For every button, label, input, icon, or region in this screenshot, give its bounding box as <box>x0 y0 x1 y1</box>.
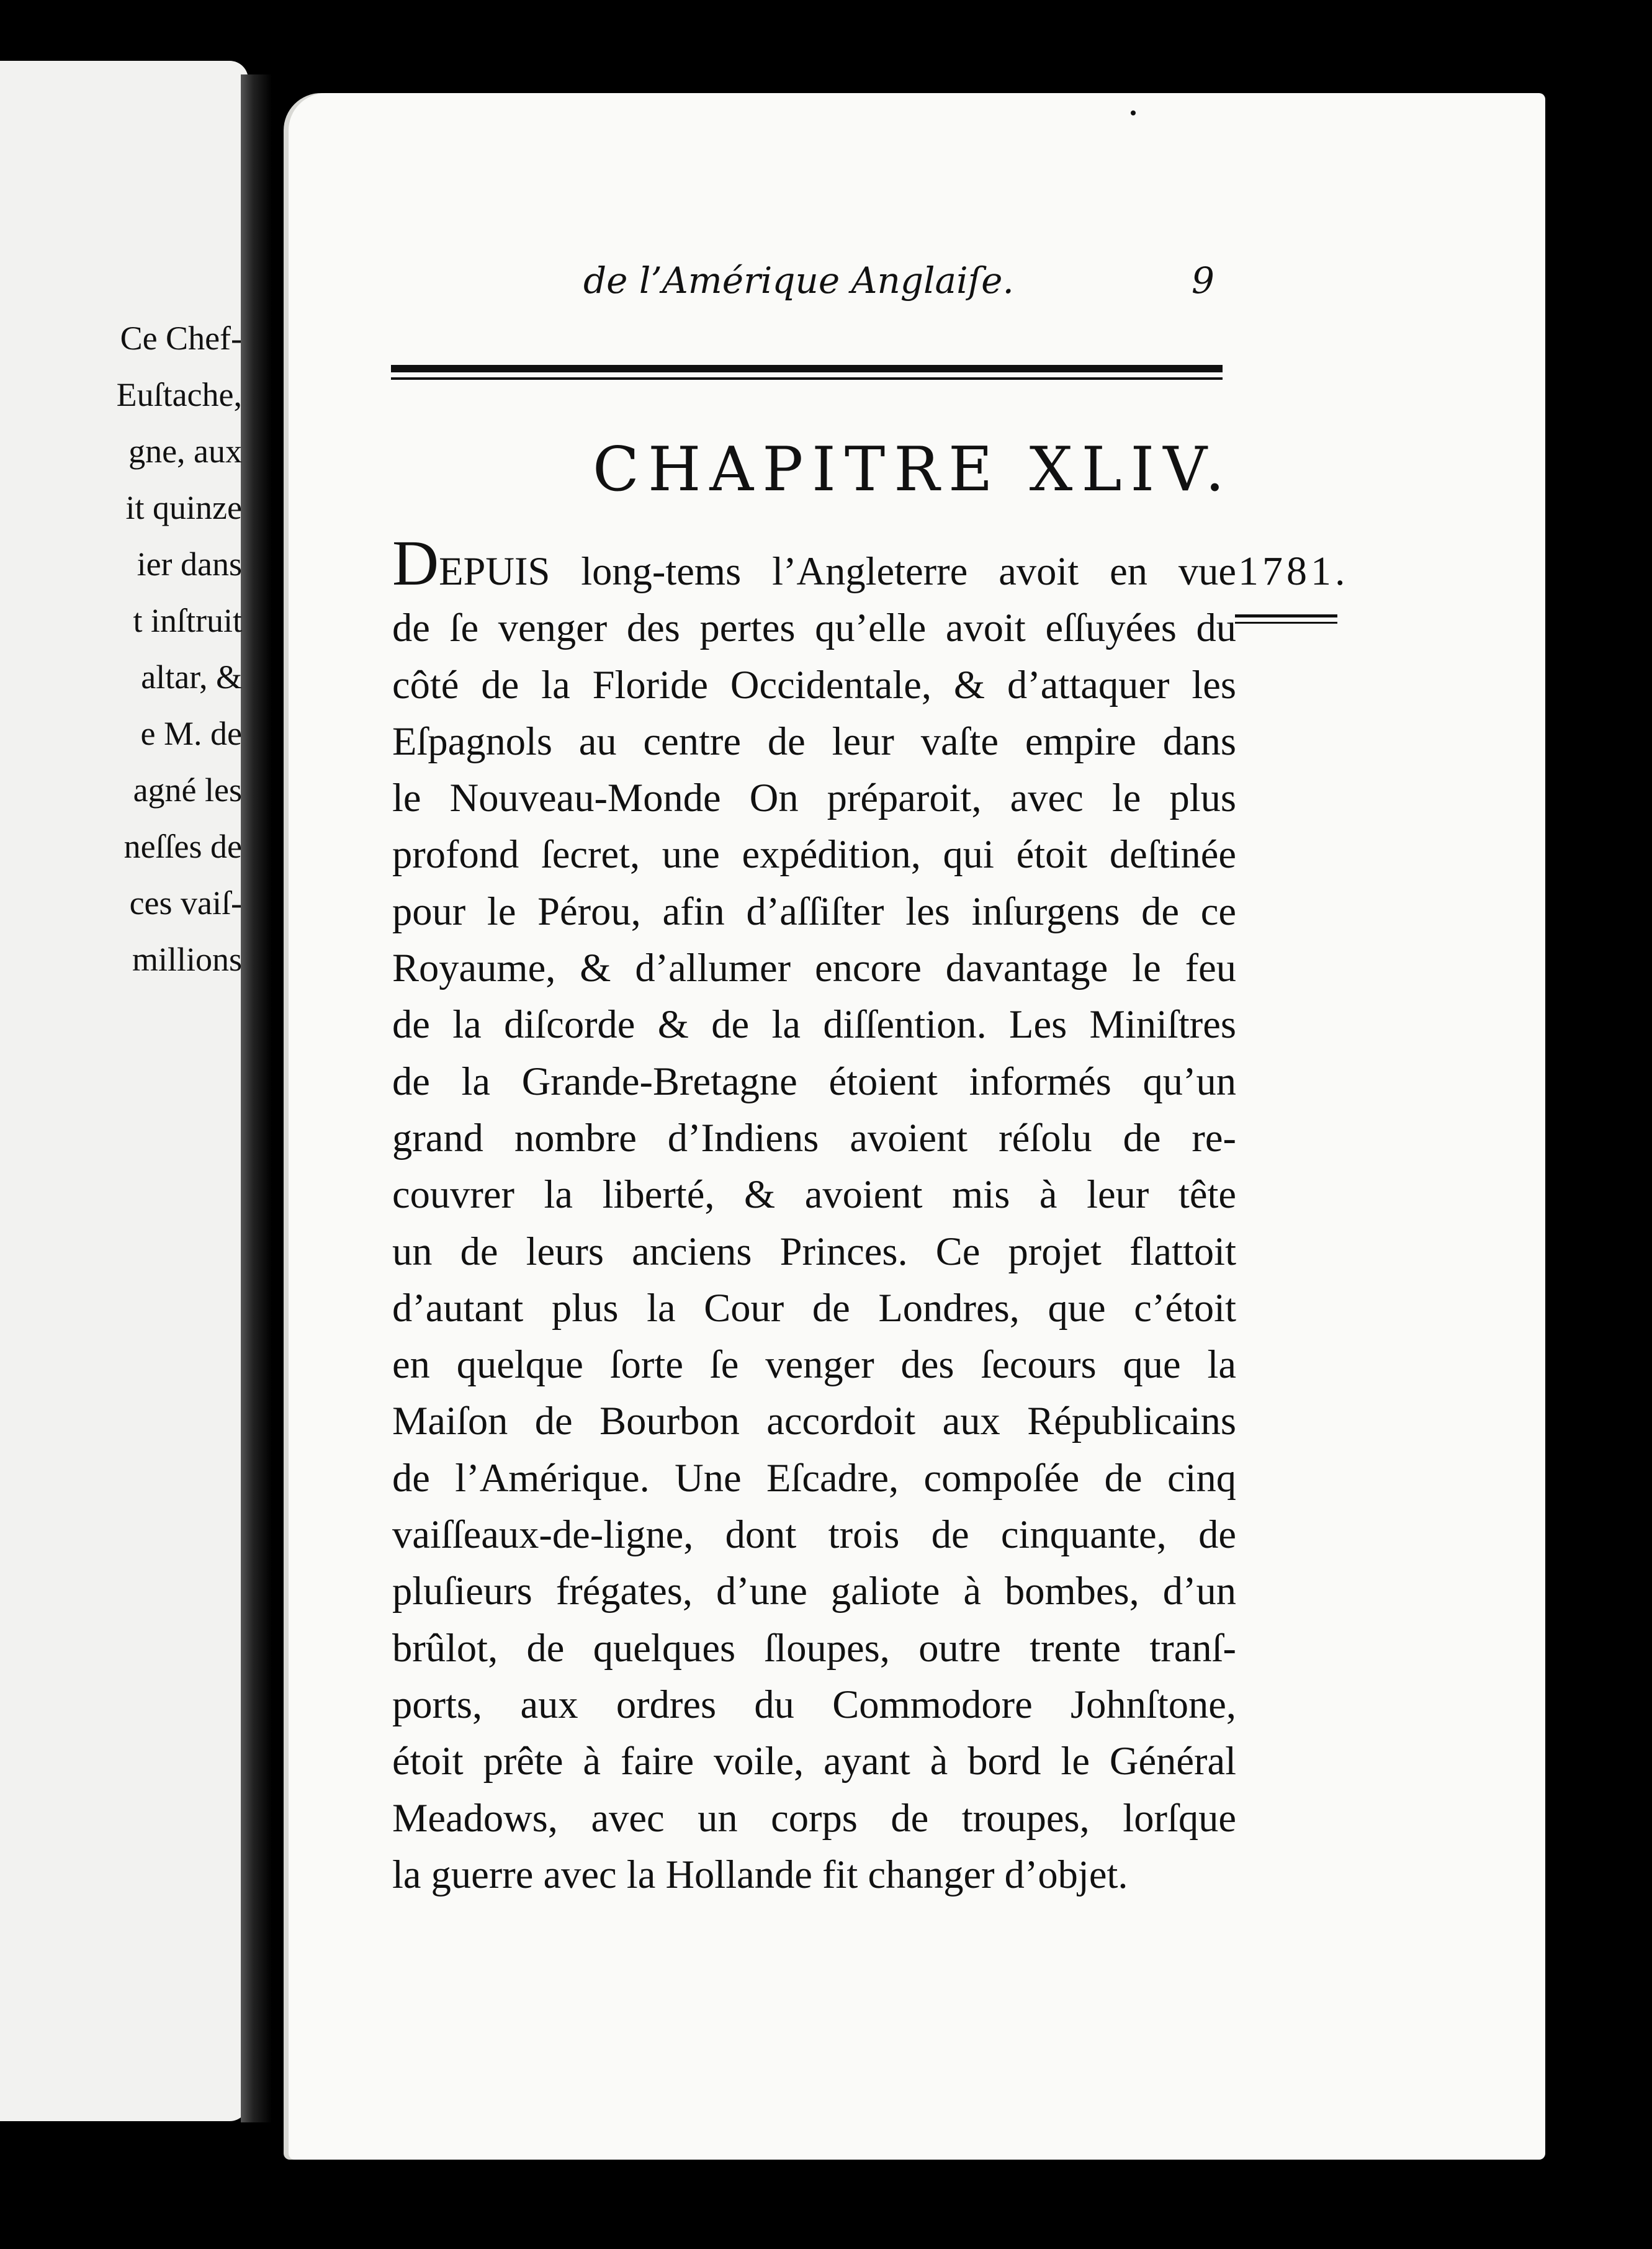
left-line: Ce Chef- <box>120 320 242 357</box>
body-line: en quelque ſorte ſe venger des ſecours que la <box>392 1342 1236 1387</box>
left-line: e M. de <box>140 715 242 752</box>
margin-year: 1781. <box>1238 549 1349 594</box>
left-line: neſſes de <box>123 828 242 865</box>
body-line: un de leurs anciens Princes. Ce projet flattoit <box>392 1229 1236 1273</box>
chapter-title: CHAPITRE XLIV. <box>592 434 1234 505</box>
body-line: Meadows, avec un corps de troupes, lorſque <box>392 1795 1236 1840</box>
ink-speck <box>1131 110 1136 115</box>
body-line: étoit prête à faire voile, ayant à bord le Général <box>392 1739 1236 1784</box>
left-line: agné les <box>133 771 242 809</box>
body-line: Royaume, & d’allumer encore davantage le feu <box>392 946 1236 990</box>
body-line: pluſieurs frégates, d’une galiote à bombes, d’un <box>392 1569 1236 1614</box>
body-line: de la Grande-Bretagne étoient informés qu’un <box>392 1059 1236 1103</box>
body-line: d’autant plus la Cour de Londres, que c’étoit <box>392 1285 1236 1330</box>
page-number: 9 <box>1192 259 1214 302</box>
body-line: profond ſecret, une expédition, qui étoit deſtinée <box>392 832 1236 877</box>
body-line-first <box>392 527 1236 599</box>
left-line: millions <box>132 941 242 978</box>
body-line: Eſpagnols au centre de leur vaſte empire dans <box>392 719 1236 763</box>
body-line: la guerre avec la Hollande fit changer d’objet. <box>392 1852 1128 1897</box>
left-line: ces vaiſ- <box>129 884 242 922</box>
body-line: ports, aux ordres du Commodore Johnſtone, <box>392 1682 1236 1726</box>
body-line: vaiſſeaux-de-ligne, dont trois de cinquante, de <box>392 1512 1236 1557</box>
header-rule-thick <box>391 365 1223 372</box>
body-line: brûlot, de quelques ſloupes, outre trente tranſ- <box>392 1625 1236 1670</box>
body-line: de ſe venger des pertes qu’elle avoit eſſuyées du <box>392 606 1236 650</box>
body-line: de la diſcorde & de la diſſention. Les Miniſtres <box>392 1002 1236 1047</box>
body-line: le Nouveau-Monde On préparoit, avec le plus <box>392 776 1236 820</box>
left-line: gne, aux <box>128 433 242 470</box>
left-line: Euſtache, <box>116 376 242 413</box>
body-line: Maiſon de Bourbon accordoit aux Républicains <box>392 1399 1236 1443</box>
margin-rule <box>1235 622 1337 624</box>
drop-initial: D <box>392 527 439 599</box>
body-line: côté de la Floride Occidentale, & d’attaquer les <box>392 662 1236 707</box>
margin-rule <box>1235 614 1337 617</box>
page-header <box>0 259 1652 309</box>
header-rule-thin <box>391 377 1223 380</box>
body-line: de l’Amérique. Une Eſcadre, compoſée de cinq <box>392 1455 1236 1500</box>
body-line: pour le Pérou, afin d’aſſiſter les inſurgens de ce <box>392 889 1236 933</box>
left-line: altar, & <box>141 658 242 696</box>
book-gutter <box>241 74 272 2122</box>
running-head: de l’Amérique Anglaiſe. <box>583 259 1014 302</box>
left-line: ier dans <box>137 545 242 583</box>
left-page-text <box>0 310 242 988</box>
body-line: grand nombre d’Indiens avoient réſolu de re- <box>392 1115 1236 1160</box>
left-line: it quinze <box>125 489 242 526</box>
body-text <box>392 527 1236 1903</box>
body-line: couvrer la liberté, & avoient mis à leur tête <box>392 1172 1236 1217</box>
first-line-text: EPUIS long-tems l’Angleterre avoit en vue <box>439 549 1236 593</box>
left-line: t inſtruit <box>133 602 242 639</box>
